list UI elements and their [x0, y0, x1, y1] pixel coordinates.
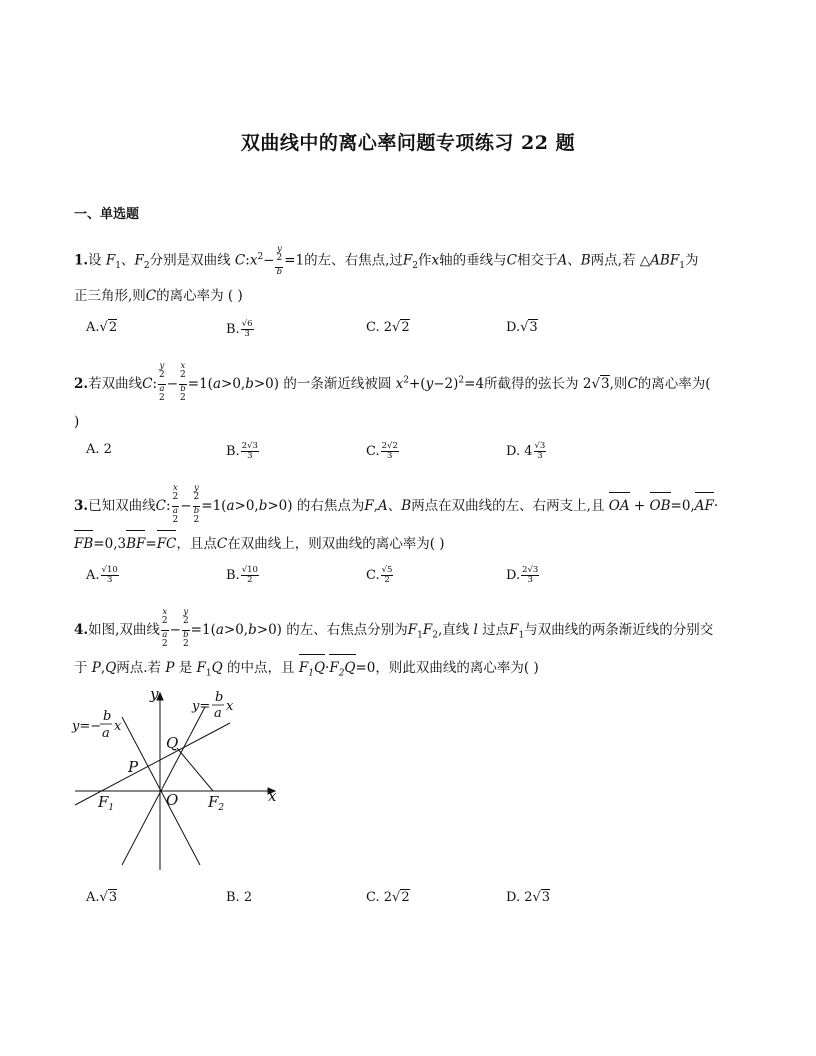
option-a[interactable]: A. $\frac{√10}{3}$: [86, 565, 118, 585]
question-1: 1.设 $F_1$、$F_2$分别是双曲线 $C:x^2-$ y $^2$ b =1的左、右焦点,过$F_2$作x轴的垂线与C相交于A、B两点,若 $\triangle ABF_1$为 正三角形,则C的离心率为 ( ): [74, 244, 699, 305]
option-d[interactable]: D. 2√3: [506, 890, 551, 905]
asymptote-negative-label: y=−: [72, 719, 102, 734]
page-title: 双曲线中的离心率问题专项练习 22 题: [240, 132, 576, 154]
question-2: 2.若双曲线C: y $^2$ a $^2$ − x $^2$ b $^2$ =1(a>0,b>0) 的一条渐近线被圆 $x^2+(y-2)^2=4$所截得的弦长为 2√3,则C的离心率为( ): [74, 361, 711, 430]
asymptote-positive-a: a: [214, 706, 222, 721]
option-b[interactable]: B. $\frac{√10}{2}$: [226, 565, 258, 585]
segment-qf2: [177, 748, 213, 791]
option-a[interactable]: A. 2: [86, 442, 112, 457]
option-b[interactable]: B. 2: [226, 890, 253, 905]
focus-f2-label: $F_2$: [208, 793, 225, 813]
origin-label: O: [166, 791, 179, 809]
option-d[interactable]: D. $\frac{2√3}{3}$: [506, 565, 539, 585]
option-c[interactable]: C. $\frac{√5}{2}$: [366, 565, 393, 585]
asymptote-positive-b: b: [215, 690, 224, 705]
section-heading: 一、单选题: [74, 207, 140, 222]
question-4: 4.如图,双曲线 x $^2$ a $^2$ − y $^2$ b $^2$ =1(a>0,b>0) 的左、右焦点分别为$F_1F_2$,直线 l 过点$F_1$与双曲线的两条渐近线的分别交 于 P,Q两点.若 P 是 $F_1Q$ 的中点，且 $F_1Q\cdot F_2Q=0$，则此双曲线的离心率为( ): [74, 608, 744, 688]
option-a[interactable]: A.√3: [86, 890, 118, 905]
asymptote-positive-label: y=: [192, 699, 211, 714]
asymptote-positive: [122, 707, 205, 865]
y-axis-label: y: [150, 685, 159, 703]
focus-f1-label: $F_1$: [98, 793, 115, 813]
question-3: 3.已知双曲线C: x $^2$ a $^2$ − y $^2$ b $^2$ =1(a>0,b>0) 的右焦点为F,A、B两点在双曲线的左、右两支上,且 OA + OB=0,AF· FB=0,3BF=FC，且点C在双曲线上，则双曲线的离心率为( ): [74, 484, 744, 559]
hyperbola-figure: [70, 685, 285, 875]
point-q-label: Q: [166, 734, 179, 752]
svg-text:x: x: [114, 719, 122, 734]
option-b[interactable]: B. $\frac{√6}{3}$: [226, 319, 253, 339]
option-c[interactable]: C. $\frac{2√2}{3}$: [366, 441, 398, 461]
option-d[interactable]: D. 4 $\frac{√3}{3}$: [506, 441, 546, 461]
option-a[interactable]: A.√2: [86, 320, 118, 335]
option-c[interactable]: C. 2√2: [366, 320, 410, 335]
asymptote-negative-a: a: [102, 726, 110, 741]
option-b[interactable]: B. $\frac{2√3}{3}$: [226, 441, 258, 461]
option-c[interactable]: C. 2√2: [366, 890, 410, 905]
point-p-label: P: [128, 758, 139, 776]
asymptote-negative-b: b: [103, 709, 112, 724]
x-axis-label: x: [268, 787, 277, 805]
svg-text:x: x: [226, 699, 234, 714]
option-d[interactable]: D.√3: [506, 320, 538, 335]
